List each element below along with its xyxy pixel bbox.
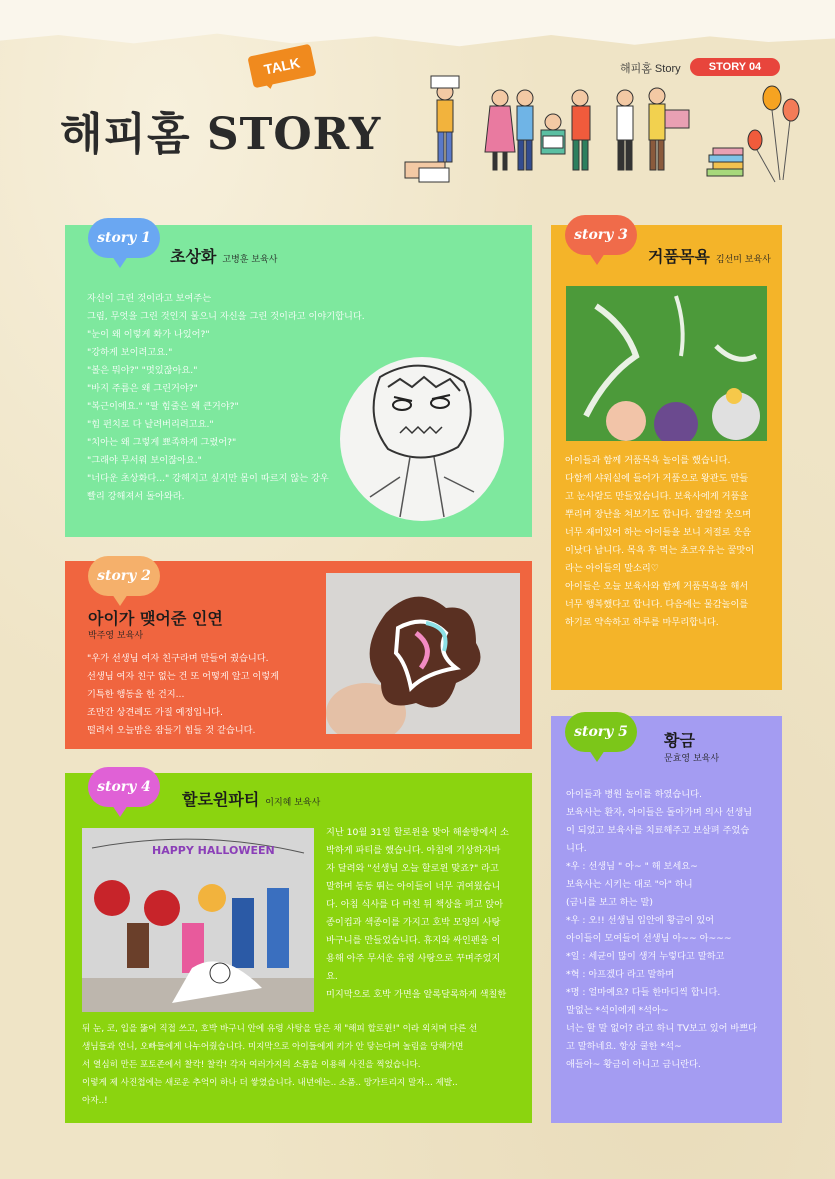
story-5-line: *일 : 세균이 많이 생겨 누렇다고 말하고 <box>566 951 725 962</box>
story-5-title: 황금 <box>664 731 695 750</box>
story-3-line: 뿌리며 장난을 쳐보기도 합니다. 깔깔깔 웃으며 <box>565 509 752 520</box>
story-4-line: 다. 아침 식사를 다 마친 뒤 책상을 펴고 앉아 <box>326 899 504 910</box>
story-5-line: 말없는 *석이에게 *석아~ <box>566 1005 669 1016</box>
story-1-line: "바지 주름은 왜 그린거야?" <box>87 383 198 394</box>
story-2-line: 선생님 여자 친구 없는 건 또 어떻게 알고 이렇게 <box>87 671 279 682</box>
story-1-title: 초상화 <box>170 247 217 266</box>
story-2-tag: story 2 <box>88 556 160 596</box>
people-reading-illustration <box>395 70 805 190</box>
story-4-line: 바구니를 만들었습니다. 휴지와 싸인펜을 이 <box>326 935 501 946</box>
story-1-line: "힘 펀치로 다 날려버리려고요." <box>87 419 214 430</box>
story-1-line: "복근이에요." "팔 힘줄은 왜 큰거야?" <box>87 401 239 412</box>
story-4-line: 종이컵과 색종이를 가지고 호박 모양의 사탕 <box>326 917 501 928</box>
story-4-title: 할로윈파티 <box>182 790 260 809</box>
talk-bubble-icon: TALK <box>247 44 316 89</box>
story-2-author: 박주영 보육사 <box>88 631 144 641</box>
bubble-bath-photo <box>566 286 767 441</box>
story-5-line: *명 : 얼마예요? 다들 한마디씩 합니다. <box>566 987 721 998</box>
story-5-author: 문효영 보육사 <box>664 754 720 764</box>
page-title: 해피홈 STORY <box>60 109 382 160</box>
story-5-line: 고 말하네요. 항상 쿨한 *석~ <box>566 1041 682 1052</box>
story-4-line: 용해 아주 무서운 유령 사탕으로 꾸며주었지 <box>326 953 501 964</box>
story-5-line: *혁 : 아프겠다 라고 말하며 <box>566 969 675 980</box>
story-1-line: "너다운 초상화다..." 강해지고 싶지만 몸이 따르지 않는 강우 <box>87 473 329 484</box>
story-3-line: 하기로 약속하고 하루를 마무리합니다. <box>565 617 719 628</box>
story-3-line: 라는 아이들의 말소리♡ <box>565 563 659 574</box>
story-1-line: "강하게 보이려고요." <box>87 347 173 358</box>
story-3-tag-tail <box>589 253 605 265</box>
story-5-line: 너는 할 말 없어? 라고 하니 TV보고 있어 바쁘다 <box>566 1023 758 1034</box>
story-1-author: 고병훈 보육사 <box>222 255 278 265</box>
halloween-banner: HAPPY HALLOWEEN <box>152 844 275 857</box>
cookie-photo <box>326 573 520 734</box>
story-1-line: 그림, 무엇을 그린 것인지 물으니 자신을 그린 것이라고 이야기합니다. <box>87 311 365 322</box>
story-2-tag-tail <box>112 594 128 606</box>
story-4-author: 이지혜 보육사 <box>265 798 321 808</box>
story-4-title-row <box>182 787 320 810</box>
story-4-line: 아자..! <box>82 1096 108 1106</box>
story-5-line: (금니를 보고 하는 말) <box>566 897 653 908</box>
story-1-tag-tail <box>112 256 128 268</box>
story-1-line: "눈이 왜 이렇게 화가 나있어?" <box>87 329 210 340</box>
story-4-line: 이렇게 제 사진첩에는 새로운 추억이 하나 더 쌓였습니다. 내년에는.. 소품.. 망가트리지 말자... 제발.. <box>82 1078 458 1088</box>
story-4-full-body <box>82 1020 477 1110</box>
story-1-line: 빨리 강해져서 돌아와라. <box>87 491 185 502</box>
story-3-line: 이났다 납니다. 목욕 후 먹는 초코우유는 꿀맛이 <box>565 545 755 556</box>
story-3-author: 김선미 보육사 <box>715 255 771 265</box>
story-5-tag-tail <box>589 750 605 762</box>
story-1-line: "볼은 뭐야?" "멋있잖아요." <box>87 365 198 376</box>
story-4-tag-tail <box>112 805 128 817</box>
story-5-line: 애들아~ 황금이 아니고 금니란다. <box>566 1059 701 1070</box>
story-5-line: 니다. <box>566 843 587 854</box>
story-2-line: 떨려서 오늘밤은 잠들기 힘들 것 같습니다. <box>87 725 256 736</box>
story-5-line: *우 : 선생님 " 아~ " 해 보세요~ <box>566 861 698 872</box>
story-1-line: "치아는 왜 그렇게 뾰족하게 그렸어?" <box>87 437 237 448</box>
story-4-side-body <box>326 824 509 1004</box>
story-1-tag: story 1 <box>88 218 160 258</box>
story-3-line: 다함께 샤워실에 들어가 거품으로 왕관도 만들 <box>565 473 749 484</box>
story-5-line: *우 : 오!! 선생님 입안에 황금이 있어 <box>566 915 714 926</box>
story-3-line: 아이들은 오늘 보육사와 함께 거품목욕을 해서 <box>565 581 749 592</box>
story-5-line: 이 되었고 보육사를 치료해주고 보살펴 주었습 <box>566 825 750 836</box>
story-number-badge: STORY 04 <box>690 58 780 76</box>
story-5-line: 보육사는 시키는 대로 "아" 하니 <box>566 879 693 890</box>
story-3-body <box>565 452 754 632</box>
halloween-party-photo <box>82 828 314 1012</box>
story-3-title: 거품목욕 <box>648 247 710 266</box>
story-3-line: 너무 재미있어 하는 아이들을 보니 저절로 웃음 <box>565 527 752 538</box>
story-4-line: 서 열심히 만든 포토존에서 찰칵! 찰칵! 각자 여러가지의 소품을 이용해 사진을 찍었습니다. <box>82 1060 421 1070</box>
story-4-line: 미지막으로 호박 가면을 알록달록하게 색칠한 <box>326 989 507 1000</box>
story-4-line: 뒤 눈, 코, 입을 뚫어 직접 쓰고, 호박 바구니 안에 유령 사탕을 담은 채 "해피 할로윈!" 이라 외치며 다른 선 <box>82 1024 478 1034</box>
story-4-line: 박하게 파티를 했습니다. 아침에 기상하자마 <box>326 845 501 856</box>
story-3-line: 고 눈사람도 만들었습니다. 보육사에게 거품을 <box>565 491 749 502</box>
story-1-title-row <box>170 244 277 267</box>
story-4-line: 자 달려와 "선생님 오늘 할로윈 맞죠?" 라고 <box>326 863 499 874</box>
story-5-line: 보육사는 환자, 아이들은 돌아가며 의사 선생님 <box>566 807 753 818</box>
story-3-line: 너무 행복했다고 합니다. 다음에는 물감놀이를 <box>565 599 749 610</box>
story-4-line: 요. <box>326 971 338 982</box>
story-1-line: "그래야 무서워 보이잖아요." <box>87 455 202 466</box>
story-1-line: 자신이 그린 것이라고 보여주는 <box>87 293 212 304</box>
story-2-body <box>87 650 279 740</box>
story-3-title-row <box>648 244 771 267</box>
book-stack-icon <box>707 148 743 176</box>
story-1-body <box>87 290 365 506</box>
story-4-line: 말하며 동동 뛰는 아이들이 너무 귀여웠습니 <box>326 881 501 892</box>
story-5-body <box>566 786 757 1074</box>
child-portrait-drawing <box>340 357 504 521</box>
story-2-line: 기특한 행동을 한 건지... <box>87 689 185 700</box>
story-2-line: "우가 선생님 여자 친구라며 만들어 줬습니다. <box>87 653 269 664</box>
story-4-line: 지난 10월 31일 할로윈을 맞아 해솔방에서 소 <box>326 827 509 838</box>
story-5-line: 아이들이 모여들어 선생님 아~~ 아~~~ <box>566 933 732 944</box>
story-2-line: 조만간 상견례도 가질 예정입니다. <box>87 707 223 718</box>
story-5-line: 아이들과 병원 놀이를 하였습니다. <box>566 789 702 800</box>
balloons-icon <box>748 86 799 182</box>
story-3-line: 아이들과 함께 거품목욕 놀이를 했습니다. <box>565 455 731 466</box>
story-5-tag: story 5 <box>565 712 637 752</box>
story-4-tag: story 4 <box>88 767 160 807</box>
header-label: 해피홈 Story <box>620 63 681 75</box>
story-3-tag: story 3 <box>565 215 637 255</box>
story-2-title: 아이가 맺어준 인연 <box>88 609 223 628</box>
story-4-line: 생님들과 언니, 오빠들에게 나누어줬습니다. 미지막으로 아이들에게 키가 안 닿는다며 놀림을 당해가면 <box>82 1042 464 1052</box>
